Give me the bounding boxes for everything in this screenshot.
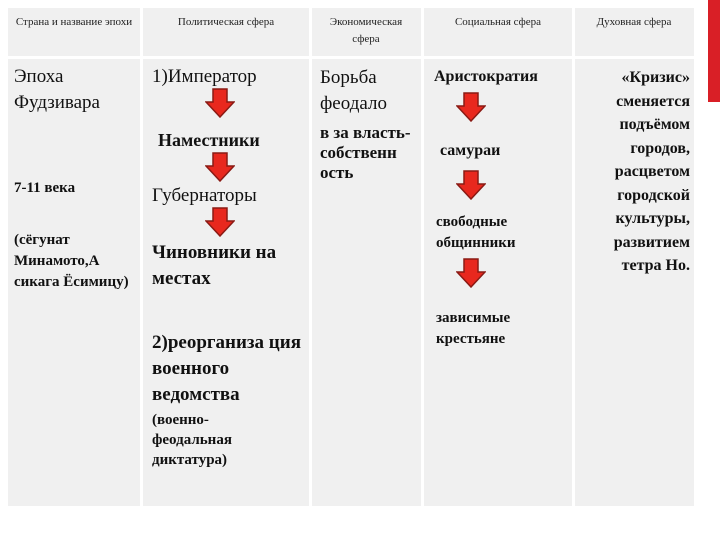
social-aristocracy: Аристократия [434,68,538,85]
political-military-reform: 2)реорганиза ция военного ведомства [152,332,301,405]
header-country: Страна и название эпохи [15,16,133,28]
social-free-community: свободные общинники [436,214,516,251]
era-centuries: 7-11 века [14,180,76,196]
down-arrow-icon [456,170,486,200]
social-dependent-peasants: зависимые крестьяне [436,310,511,347]
header-economic: Экономическая сфера [329,16,403,45]
political-emperor: 1)Император [152,66,257,87]
political-local-officials: Чиновники на местах [152,242,277,289]
social-samurai: самураи [440,142,501,159]
header-spiritual: Духовная сфера [596,16,672,28]
down-arrow-icon [205,88,235,118]
header-social: Социальная сфера [454,16,542,28]
economic-heading: Борьба феодало [320,67,387,114]
political-dictatorship-note: (военно-феодальная диктатура) [152,412,232,468]
economic-body: в за власть-собственн ость [320,123,411,182]
down-arrow-icon [205,152,235,182]
shogunates-note: (сёгунат Минамото,А сикага Ёсимицу) [14,232,129,290]
down-arrow-icon [456,258,486,288]
spiritual-text: «Кризис» сменяется подъёмом городов, расцветом городской культуры, развитием тетра Но. [613,69,690,274]
down-arrow-icon [456,92,486,122]
accent-bar [708,0,720,102]
political-governors-general: Наместники [158,130,260,150]
column-divider [421,8,424,506]
down-arrow-icon [205,207,235,237]
era-title: Эпоха Фудзивара [14,66,100,113]
header-political: Политическая сфера [177,16,275,28]
column-divider [309,8,312,506]
political-governors: Губернаторы [152,185,257,206]
comparison-table [8,8,694,506]
header-divider [8,56,694,59]
column-divider [572,8,575,506]
column-divider [140,8,143,506]
